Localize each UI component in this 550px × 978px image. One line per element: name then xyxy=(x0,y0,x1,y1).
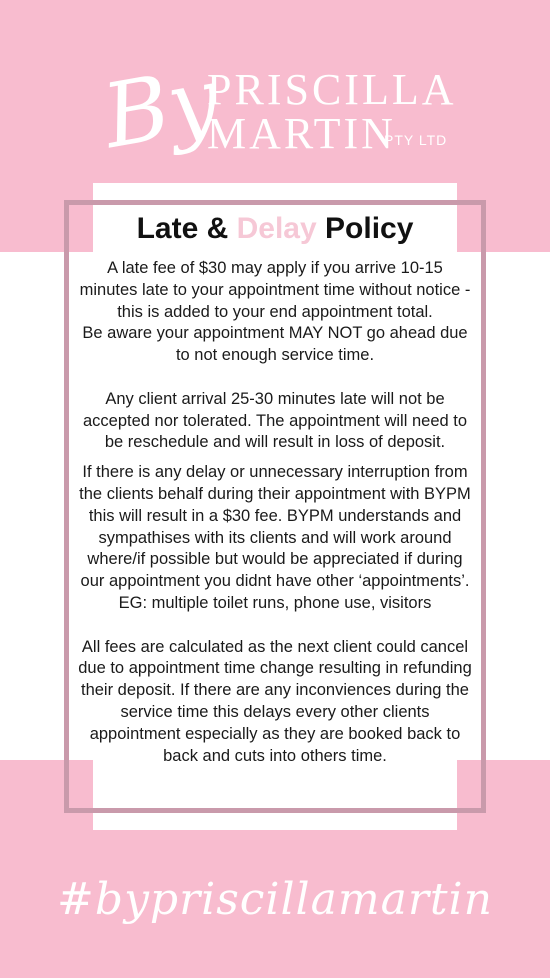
late-fee-paragraph: A late fee of $30 may apply if you arrive 10-15 minutes late to your appointment time without notice - this is added to your end appointment total. xyxy=(79,259,471,321)
interruption-paragraph: If there is any delay or unnecessary interruption from the clients behalf during their appointment with BYPM this will result in a $30 fee. BYPM understands and sympathises with its clients and will work around where/if possible but would be appreciated if during our appointment you didnt have other ‘appointments’. xyxy=(79,463,471,591)
title-part-2: Policy xyxy=(316,212,414,245)
brand-logo xyxy=(0,40,550,170)
fees-explanation-paragraph: All fees are calculated as the next client could cancel due to appointment time change resulting in refunding their deposit. If there are any inconviences during the service time this delays every other clients appointment especially as they are booked back to back and cuts into others time. xyxy=(78,637,472,765)
logo-last-name: MARTIN xyxy=(207,109,396,158)
logo-first-name: PRISCILLA xyxy=(207,65,457,114)
late-arrival-paragraph: Any client arrival 25-30 minutes late will not be accepted nor tolerated. The appointment will need to be reschedule and will result in loss of deposit. xyxy=(82,389,468,452)
title-part-1: Late & xyxy=(136,212,237,245)
policy-body xyxy=(78,258,472,767)
logo-suffix: PTY LTD xyxy=(384,132,448,148)
hashtag: #bypriscillamartin xyxy=(57,874,493,925)
service-time-paragraph: Be aware your appointment MAY NOT go ahead due to not enough service time. xyxy=(82,324,468,365)
examples-paragraph: EG: multiple toilet runs, phone use, visitors xyxy=(118,593,432,612)
logo-script: By xyxy=(95,46,227,169)
page-title xyxy=(64,208,486,250)
title-accent: Delay xyxy=(236,212,317,245)
